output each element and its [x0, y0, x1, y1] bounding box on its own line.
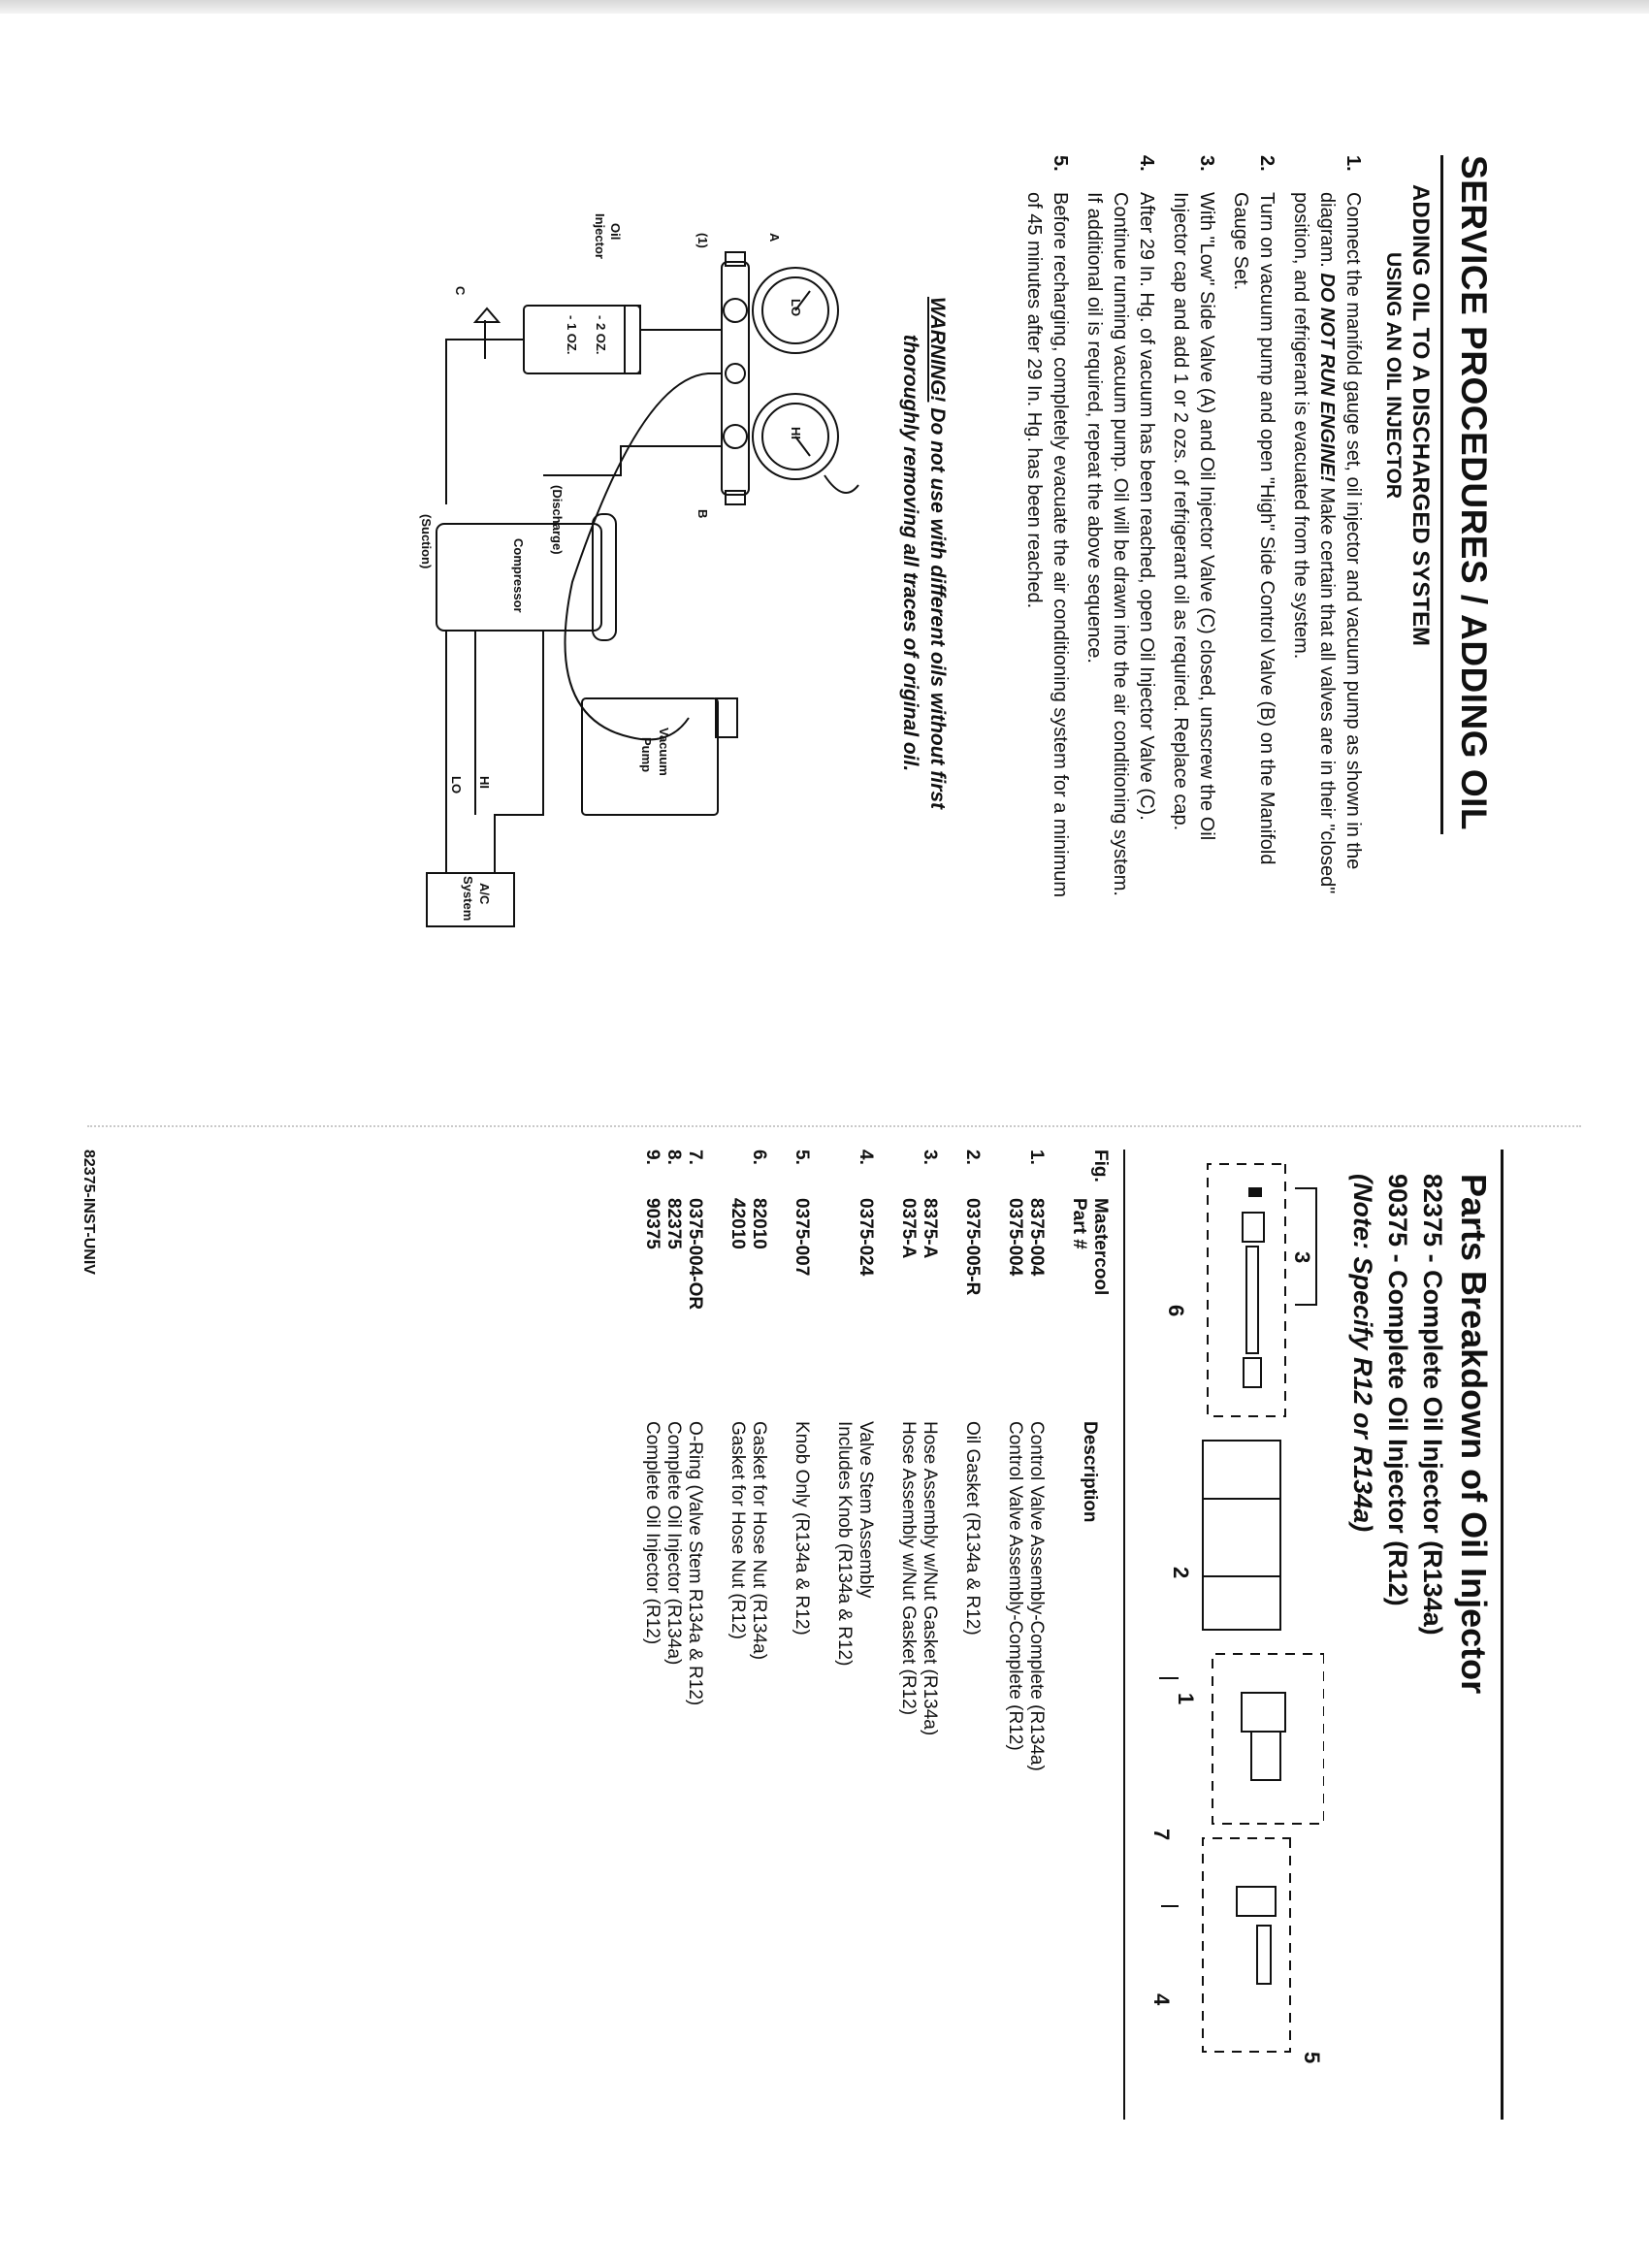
- table-rule: [1123, 1150, 1125, 2120]
- hose: [1246, 1247, 1258, 1353]
- parts-breakdown-panel: [68, 1150, 1494, 2120]
- table-row: 5. 0375-007 Knob Only (R134a & R12): [792, 1150, 812, 1636]
- svg-text:A: A: [767, 233, 782, 243]
- svg-text:- 2 OZ.: - 2 OZ.: [594, 315, 608, 355]
- table-row: 1. 8375-004 Control Valve Assembly-Complete (R134a): [1026, 1150, 1047, 1771]
- step-2: 2. Turn on vacuum pump and open "High" Side Control Valve (B) on the Manifold Gauge Set.: [1230, 155, 1277, 865]
- svg-text:Compressor: Compressor: [511, 538, 526, 613]
- svg-text:Vacuum: Vacuum: [657, 728, 671, 776]
- svg-text:4: 4: [1149, 1993, 1174, 2006]
- control-valve-body: [1242, 1693, 1285, 1732]
- procedure-steps: [1013, 155, 1366, 902]
- svg-text:(Discharge): (Discharge): [550, 485, 565, 555]
- injector-cap: [1203, 1441, 1280, 1499]
- oil-injector-body: [524, 306, 640, 373]
- parts-note: (Note: Specify R12 or R134a): [1348, 1174, 1377, 1533]
- step-5: 5. Before recharging, completely evacuate the air conditioning system for a minimum of 45 minutes after 29 In. Hg. has been reached.: [1023, 155, 1071, 898]
- step-4: 4. After 29 In. Hg. of vacuum has been reached, open Oil Injector Valve (C). Continue running vacuum pump. Oil will be drawn into the air conditioning system. If additional oil is required, repeat the above sequence.: [1083, 155, 1157, 896]
- step-3: 3. With "Low" Side Valve (A) and Oil Injector Valve (C) closed, unscrew the Oil Injector cap and add 1 or 2 ozs. of refrigerant oil as required. Replace cap.: [1170, 155, 1217, 841]
- table-row: 0375-A Hose Assembly w/Nut Gasket (R12): [898, 1198, 919, 1716]
- service-procedures-panel: [19, 155, 1494, 1242]
- control-valve-group: [1212, 1654, 1324, 1824]
- system-diagram: [417, 194, 863, 931]
- svg-text:Injector: Injector: [593, 213, 607, 259]
- valve-stem: [1237, 1887, 1276, 1916]
- table-row: 42010 Gasket for Hose Nut (R12): [728, 1198, 748, 1639]
- table-row: 9. 90375 Complete Oil Injector (R12): [642, 1150, 663, 1645]
- hose-to-vacuum: [566, 373, 723, 740]
- hose-discharge: [543, 446, 722, 475]
- svg-text:LO: LO: [449, 776, 464, 794]
- svg-text:B: B: [695, 509, 710, 519]
- title-rule: [1501, 1150, 1504, 2120]
- table-row: 3. 8375-A Hose Assembly w/Nut Gasket (R134a): [920, 1150, 940, 1736]
- parts-table: [641, 1150, 1111, 1984]
- svg-text:7: 7: [1149, 1829, 1174, 1841]
- service-title: SERVICE PROCEDURES / ADDING OIL: [1440, 155, 1494, 834]
- svg-text:(1): (1): [695, 233, 710, 248]
- knob: [1257, 1926, 1271, 1984]
- svg-text:A/C: A/C: [477, 883, 492, 905]
- svg-text:1: 1: [1174, 1693, 1198, 1705]
- svg-text:5: 5: [1300, 2052, 1324, 2064]
- svg-text:(Suction): (Suction): [419, 514, 434, 569]
- svg-text:LO: LO: [789, 299, 803, 317]
- hose-nut: [1243, 1213, 1264, 1242]
- injector-cylinder: [1203, 1499, 1280, 1576]
- parts-title: Parts Breakdown of Oil Injector: [1454, 1174, 1494, 1695]
- table-row: 0375-004 Control Valve Assembly-Complete (R12): [1005, 1198, 1025, 1751]
- warning-note: WARNING! Do not use with different oils without first thoroughly removing all traces of original oil.: [899, 296, 949, 810]
- parts-line-2: 90375 - Complete Oil Injector (R12): [1383, 1174, 1412, 1606]
- table-header: Fig. Mastercool Part # Description: [1069, 1150, 1111, 1523]
- table-row: 4. 0375-024 Valve Stem Assembly: [856, 1150, 876, 1599]
- step-1: 1. Connect the manifold gauge set, oil injector and vacuum pump as shown in the diagram. DO NOT RUN ENGINE! Make certain that all valves are in their "closed" position, and refrigerant is evacuated from the system.: [1290, 155, 1364, 894]
- table-row: 2. 0375-005-R Oil Gasket (R134a & R12): [962, 1150, 983, 1636]
- svg-text:2: 2: [1169, 1567, 1193, 1579]
- table-row: 8. 82375 Complete Oil Injector (R134a): [663, 1150, 684, 1666]
- scan-top-edge: [0, 0, 1649, 14]
- svg-text:- 1 OZ.: - 1 OZ.: [565, 315, 579, 355]
- svg-text:HI: HI: [789, 427, 803, 439]
- svg-text:3: 3: [1290, 1251, 1314, 1264]
- service-subtitle-2: USING AN OIL INJECTOR: [1382, 252, 1405, 499]
- table-row: 6. 82010 Gasket for Hose Nut (R134a): [749, 1150, 769, 1661]
- table-row: 7. 0375-004-OR O-Ring (Valve Stem R134a & R12): [685, 1150, 705, 1706]
- svg-text:C: C: [453, 286, 468, 296]
- svg-text:System: System: [461, 876, 475, 922]
- exploded-diagram: [1140, 1150, 1324, 2120]
- table-row: Includes Knob (R134a & R12): [834, 1421, 855, 1667]
- document-code: 82375-INST-UNIV: [81, 1150, 97, 1275]
- manifold-body: [722, 262, 749, 495]
- valve-stem-group: [1203, 1838, 1290, 2052]
- svg-text:Pump: Pump: [639, 737, 654, 773]
- svg-text:6: 6: [1164, 1305, 1188, 1317]
- parts-line-1: 82375 - Complete Oil Injector (R134a): [1418, 1174, 1447, 1636]
- service-subtitle-1: ADDING OIL TO A DISCHARGED SYSTEM: [1407, 184, 1434, 647]
- svg-text:HI: HI: [477, 776, 492, 789]
- svg-text:Oil: Oil: [608, 223, 623, 241]
